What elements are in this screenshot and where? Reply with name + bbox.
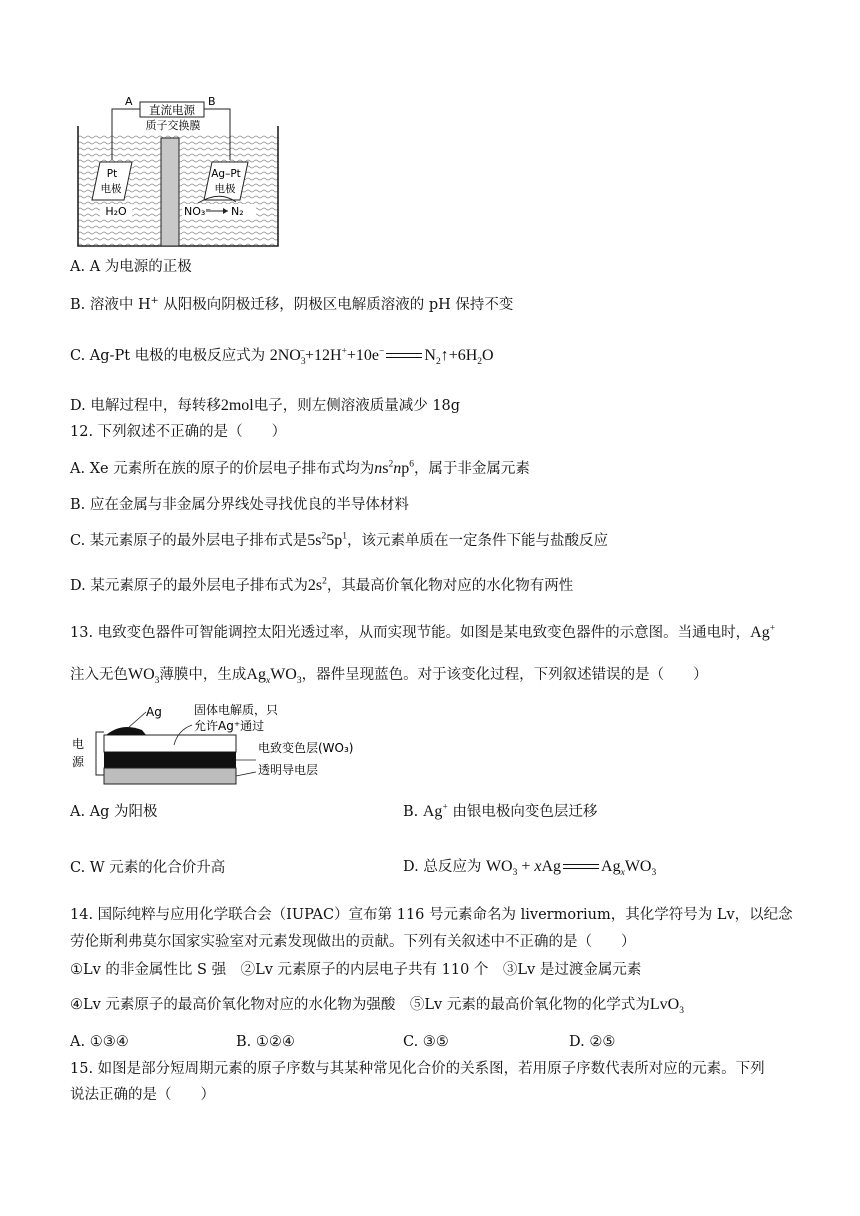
terminal-b-label: B	[208, 95, 216, 108]
ag-pt-electrode-label-1: Ag–Pt	[211, 168, 241, 180]
q12-option-c: C. 某元素原子的最外层电子排布式是$5s^25p^1$，该元素单质在一定条件下能与盐酸反应	[70, 531, 609, 549]
q11-option-b: B. 溶液中 H+ 从阳极向阴极迁移，阴极区电解质溶液的 pH 保持不变	[70, 295, 514, 313]
right-species-from: NO₃⁻	[184, 205, 212, 218]
electrochromic-layer-label: 电致变色层(WO₃)	[258, 741, 354, 755]
electrolyte-label-1: 固体电解质，只	[194, 703, 279, 717]
pt-electrode-label-2: 电极	[100, 183, 122, 195]
q11-option-a: A. A 为电源的正极	[70, 259, 192, 275]
pt-electrode-label-1: Pt	[106, 168, 118, 180]
q14-option-c: C. ③⑤	[403, 1034, 449, 1050]
q14-items-line-2: ④Lv 元素原子的最高价氧化物对应的水化物为强酸 ⑤Lv 元素的最高价氧化物的化学式为LvO$_3$	[70, 996, 684, 1017]
q15-stem-line-2: 说法正确的是（ ）	[70, 1087, 215, 1103]
terminal-a-label: A	[125, 95, 133, 108]
q14-option-d: D. ②⑤	[569, 1034, 616, 1050]
q13-option-c: C. W 元素的化合价升高	[70, 860, 226, 876]
solid-electrolyte-layer	[104, 735, 236, 752]
ag-label: Ag	[146, 705, 162, 719]
q13-option-b: B. Ag+ 由银电极向变色层迁移	[403, 802, 598, 820]
power-label: 直流电源	[149, 103, 195, 117]
right-species-to: N₂	[231, 205, 244, 218]
ag-pt-electrode-label-2: 电极	[214, 183, 236, 195]
q12-option-d: D. 某元素原子的最外层电子排布式为$2s^2$，其最高价氧化物对应的水化物有两性	[70, 576, 574, 594]
q13-stem-line-1: 13. 电致变色器件可智能调控太阳光透过率，从而实现节能。如图是某电致变色器件的示意图。当通电时，Ag+	[70, 623, 776, 641]
q13-option-d: D. 总反应为 $WO_3$ + xAg $Ag_xWO_3$	[403, 858, 657, 879]
q12-option-a: A. Xe 元素所在族的原子的价层电子排布式均为$ns^2np^6$，属于非金属元素	[70, 459, 530, 477]
q13-stem-line-2: 注入无色$WO_3$薄膜中，生成$Ag_xWO_3$，器件呈现蓝色。对于该变化过程，下列叙述错误的是（ ）	[70, 666, 708, 687]
power-label-1: 电	[72, 737, 85, 751]
q14-stem-line-1: 14. 国际纯粹与应用化学联合会（IUPAC）宣布第 116 号元素命名为 livermorium，其化学符号为 Lv，以纪念	[70, 907, 793, 923]
transparent-layer-label: 透明导电层	[258, 763, 319, 777]
q14-stem-line-2: 劳伦斯利弗莫尔国家实验室对元素发现做出的贡献。下列有关叙述中不正确的是（ ）	[70, 934, 636, 950]
q11-option-d: D. 电解过程中，每转移2mol电子，则左侧溶液质量减少 18g	[70, 397, 461, 414]
q13-option-a: A. Ag 为阳极	[70, 804, 158, 820]
electrolyte-label-2: 允许Ag⁺通过	[194, 719, 265, 733]
q15-stem-line-1: 15. 如图是部分短周期元素的原子序数与其某种常见化合价的关系图，若用原子序数代表所对应的元素。下列	[70, 1061, 765, 1077]
electrochromic-layer	[104, 752, 236, 768]
transparent-conductive-layer	[104, 768, 236, 784]
q11-option-c: C. Ag-Pt 电极的电极反应式为 $2NO_3^-+12H^++10e^-$ $N_2↑+6H_2O$	[70, 346, 494, 368]
electrolysis-cell-figure	[70, 92, 290, 252]
left-species: H₂O	[105, 205, 127, 218]
electrochromic-device-figure	[70, 700, 370, 792]
q14-option-a: A. ①③④	[70, 1034, 129, 1050]
ag-electrode	[106, 727, 146, 735]
power-label-2: 源	[72, 755, 85, 769]
proton-exchange-membrane	[161, 138, 179, 246]
q14-items-line-1: ①Lv 的非金属性比 S 强 ②Lv 元素原子的内层电子共有 110 个 ③Lv 是过渡金属元素	[70, 962, 642, 978]
membrane-label: 质子交换膜	[145, 119, 201, 132]
q14-option-b: B. ①②④	[236, 1034, 295, 1050]
q12-stem: 12. 下列叙述不正确的是（ ）	[70, 424, 287, 440]
q12-option-b: B. 应在金属与非金属分界线处寻找优良的半导体材料	[70, 497, 409, 513]
